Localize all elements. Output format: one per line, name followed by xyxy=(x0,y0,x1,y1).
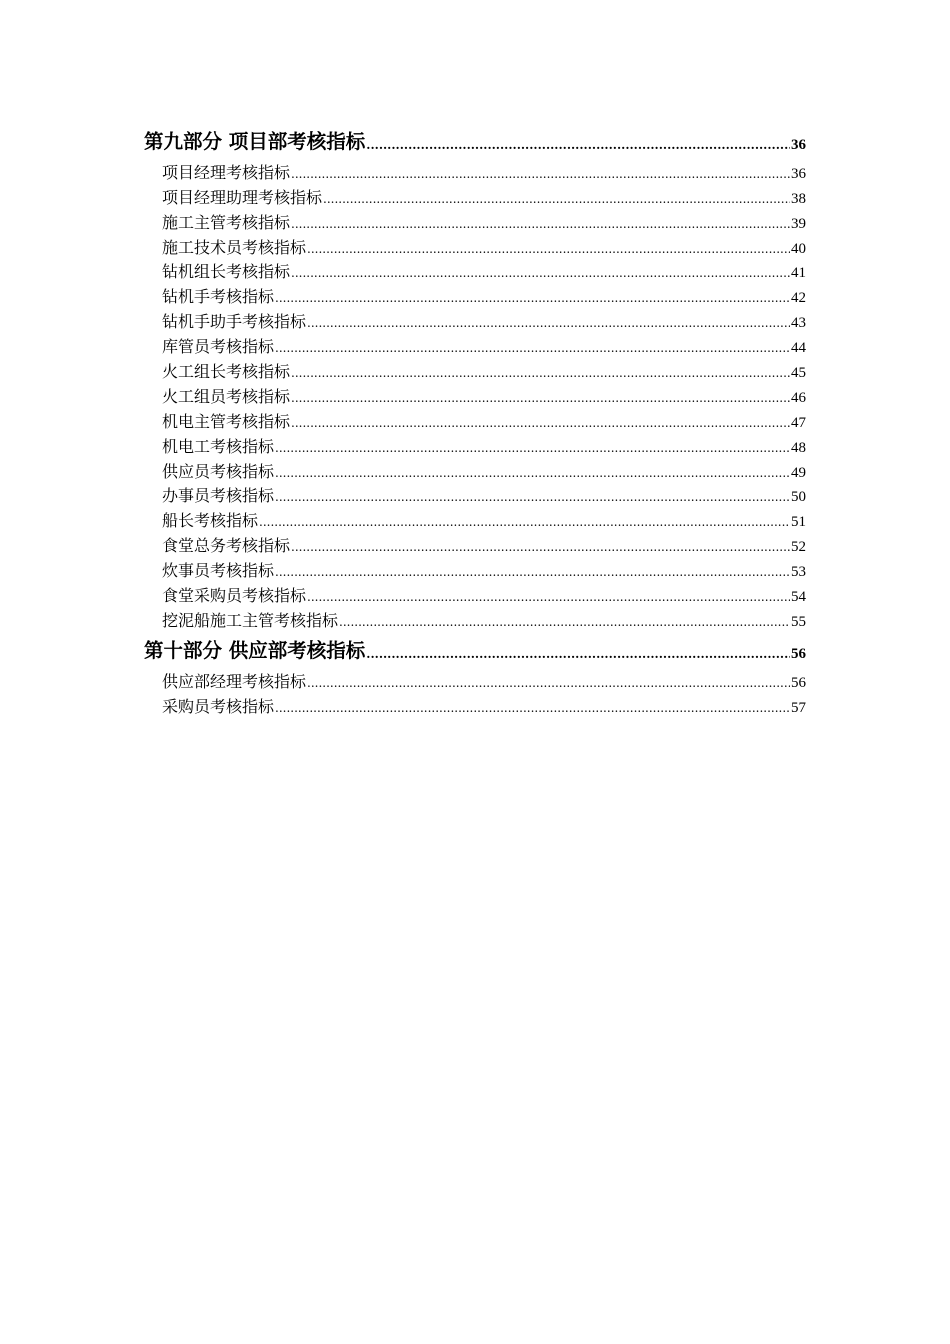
toc-entry[interactable] xyxy=(144,556,806,581)
toc-page-number: 47 xyxy=(791,414,806,431)
toc-part-heading[interactable] xyxy=(144,122,806,154)
toc-part-title: 第九部分 项目部考核指标 xyxy=(144,130,366,153)
toc-entry-title: 库管员考核指标 xyxy=(162,337,275,357)
toc-entry-title: 机电主管考核指标 xyxy=(162,411,291,431)
toc-part-heading[interactable] xyxy=(144,631,806,663)
toc-entry-title: 炊事员考核指标 xyxy=(162,561,275,581)
toc-entry-title: 机电工考核指标 xyxy=(162,436,275,456)
toc-entry-title: 火工组长考核指标 xyxy=(162,362,291,382)
toc-page-number: 45 xyxy=(791,365,806,382)
toc-entry[interactable] xyxy=(144,581,806,606)
toc-entry[interactable] xyxy=(144,407,806,432)
toc-entry[interactable] xyxy=(144,482,806,507)
toc-dot-leader xyxy=(307,320,790,332)
toc-entry[interactable] xyxy=(144,357,806,382)
toc-entry-title: 钻机组长考核指标 xyxy=(162,262,291,282)
toc-entry[interactable] xyxy=(144,233,806,258)
toc-entry[interactable] xyxy=(144,307,806,332)
toc-dot-leader xyxy=(291,420,790,432)
toc-dot-leader xyxy=(275,345,790,357)
toc-dot-leader xyxy=(275,494,790,506)
toc-dot-leader xyxy=(291,370,790,382)
toc-entry[interactable] xyxy=(144,183,806,208)
toc-entry-title: 供应员考核指标 xyxy=(162,461,275,481)
toc-page-number: 50 xyxy=(791,489,806,506)
toc-page-number: 56 xyxy=(791,674,806,691)
toc-page-number: 55 xyxy=(791,613,806,630)
toc-entry-title: 项目经理考核指标 xyxy=(162,162,291,182)
toc-dot-leader xyxy=(275,705,790,717)
toc-dot-leader xyxy=(291,395,790,407)
toc-entry-title: 钻机手助手考核指标 xyxy=(162,312,307,332)
toc-page-number: 40 xyxy=(791,240,806,257)
toc-page-number: 51 xyxy=(791,514,806,531)
toc-dot-leader xyxy=(291,544,790,556)
toc-page-number: 48 xyxy=(791,439,806,456)
toc-entry[interactable] xyxy=(144,208,806,233)
toc-entry[interactable] xyxy=(144,606,806,631)
toc-dot-leader xyxy=(259,519,790,531)
toc-entry-title: 供应部经理考核指标 xyxy=(162,671,307,691)
toc-entry-title: 项目经理助理考核指标 xyxy=(162,187,323,207)
toc-dot-leader xyxy=(307,680,790,692)
toc-entry[interactable] xyxy=(144,667,806,692)
toc-page-number: 42 xyxy=(791,290,806,307)
toc-page-number: 36 xyxy=(791,165,806,182)
toc-entry[interactable] xyxy=(144,692,806,717)
toc-page-number: 56 xyxy=(791,645,806,662)
toc-entry-title: 船长考核指标 xyxy=(162,511,259,531)
toc-section-part-10 xyxy=(144,631,806,717)
toc-entry-title: 挖泥船施工主管考核指标 xyxy=(162,610,339,630)
toc-dot-leader xyxy=(291,171,790,183)
toc-dot-leader xyxy=(366,651,790,663)
toc-entry[interactable] xyxy=(144,158,806,183)
toc-entry-list xyxy=(144,158,806,631)
toc-page-number: 46 xyxy=(791,389,806,406)
toc-entry[interactable] xyxy=(144,382,806,407)
toc-page-number: 53 xyxy=(791,564,806,581)
toc-page-number: 54 xyxy=(791,589,806,606)
toc-dot-leader xyxy=(323,196,790,208)
toc-dot-leader xyxy=(366,142,790,154)
toc-entry-title: 施工技术员考核指标 xyxy=(162,237,307,257)
toc-dot-leader xyxy=(291,221,790,233)
toc-entry[interactable] xyxy=(144,282,806,307)
toc-dot-leader xyxy=(275,295,790,307)
toc-entry[interactable] xyxy=(144,332,806,357)
toc-page-number: 43 xyxy=(791,315,806,332)
toc-part-title: 第十部分 供应部考核指标 xyxy=(144,638,366,662)
toc-dot-leader xyxy=(275,445,790,457)
toc-entry-title: 办事员考核指标 xyxy=(162,486,275,506)
toc-page-number: 38 xyxy=(791,190,806,207)
toc-page-number: 44 xyxy=(791,340,806,357)
toc-entry-title: 钻机手考核指标 xyxy=(162,287,275,307)
toc-dot-leader xyxy=(307,594,790,606)
toc-entry-title: 食堂总务考核指标 xyxy=(162,536,291,556)
toc-entry[interactable] xyxy=(144,457,806,482)
toc-page-number: 41 xyxy=(791,265,806,282)
toc-dot-leader xyxy=(339,619,790,631)
toc-entry[interactable] xyxy=(144,432,806,457)
toc-entry[interactable] xyxy=(144,506,806,531)
toc-dot-leader xyxy=(275,470,790,482)
toc-entry-title: 施工主管考核指标 xyxy=(162,212,291,232)
toc-entry-list xyxy=(144,667,806,717)
toc-entry[interactable] xyxy=(144,258,806,283)
toc-dot-leader xyxy=(307,246,790,258)
toc-page-number: 36 xyxy=(791,137,806,153)
toc-entry[interactable] xyxy=(144,531,806,556)
toc-entry-title: 食堂采购员考核指标 xyxy=(162,586,307,606)
toc-entry-title: 火工组员考核指标 xyxy=(162,386,291,406)
toc-page-number: 57 xyxy=(791,699,806,716)
toc-dot-leader xyxy=(275,569,790,581)
toc-page-number: 39 xyxy=(791,215,806,232)
toc-entry-title: 采购员考核指标 xyxy=(162,696,275,716)
table-of-contents xyxy=(144,122,806,717)
toc-section-part-9 xyxy=(144,122,806,631)
toc-page-number: 49 xyxy=(791,464,806,481)
toc-page-number: 52 xyxy=(791,539,806,556)
toc-dot-leader xyxy=(291,270,790,282)
